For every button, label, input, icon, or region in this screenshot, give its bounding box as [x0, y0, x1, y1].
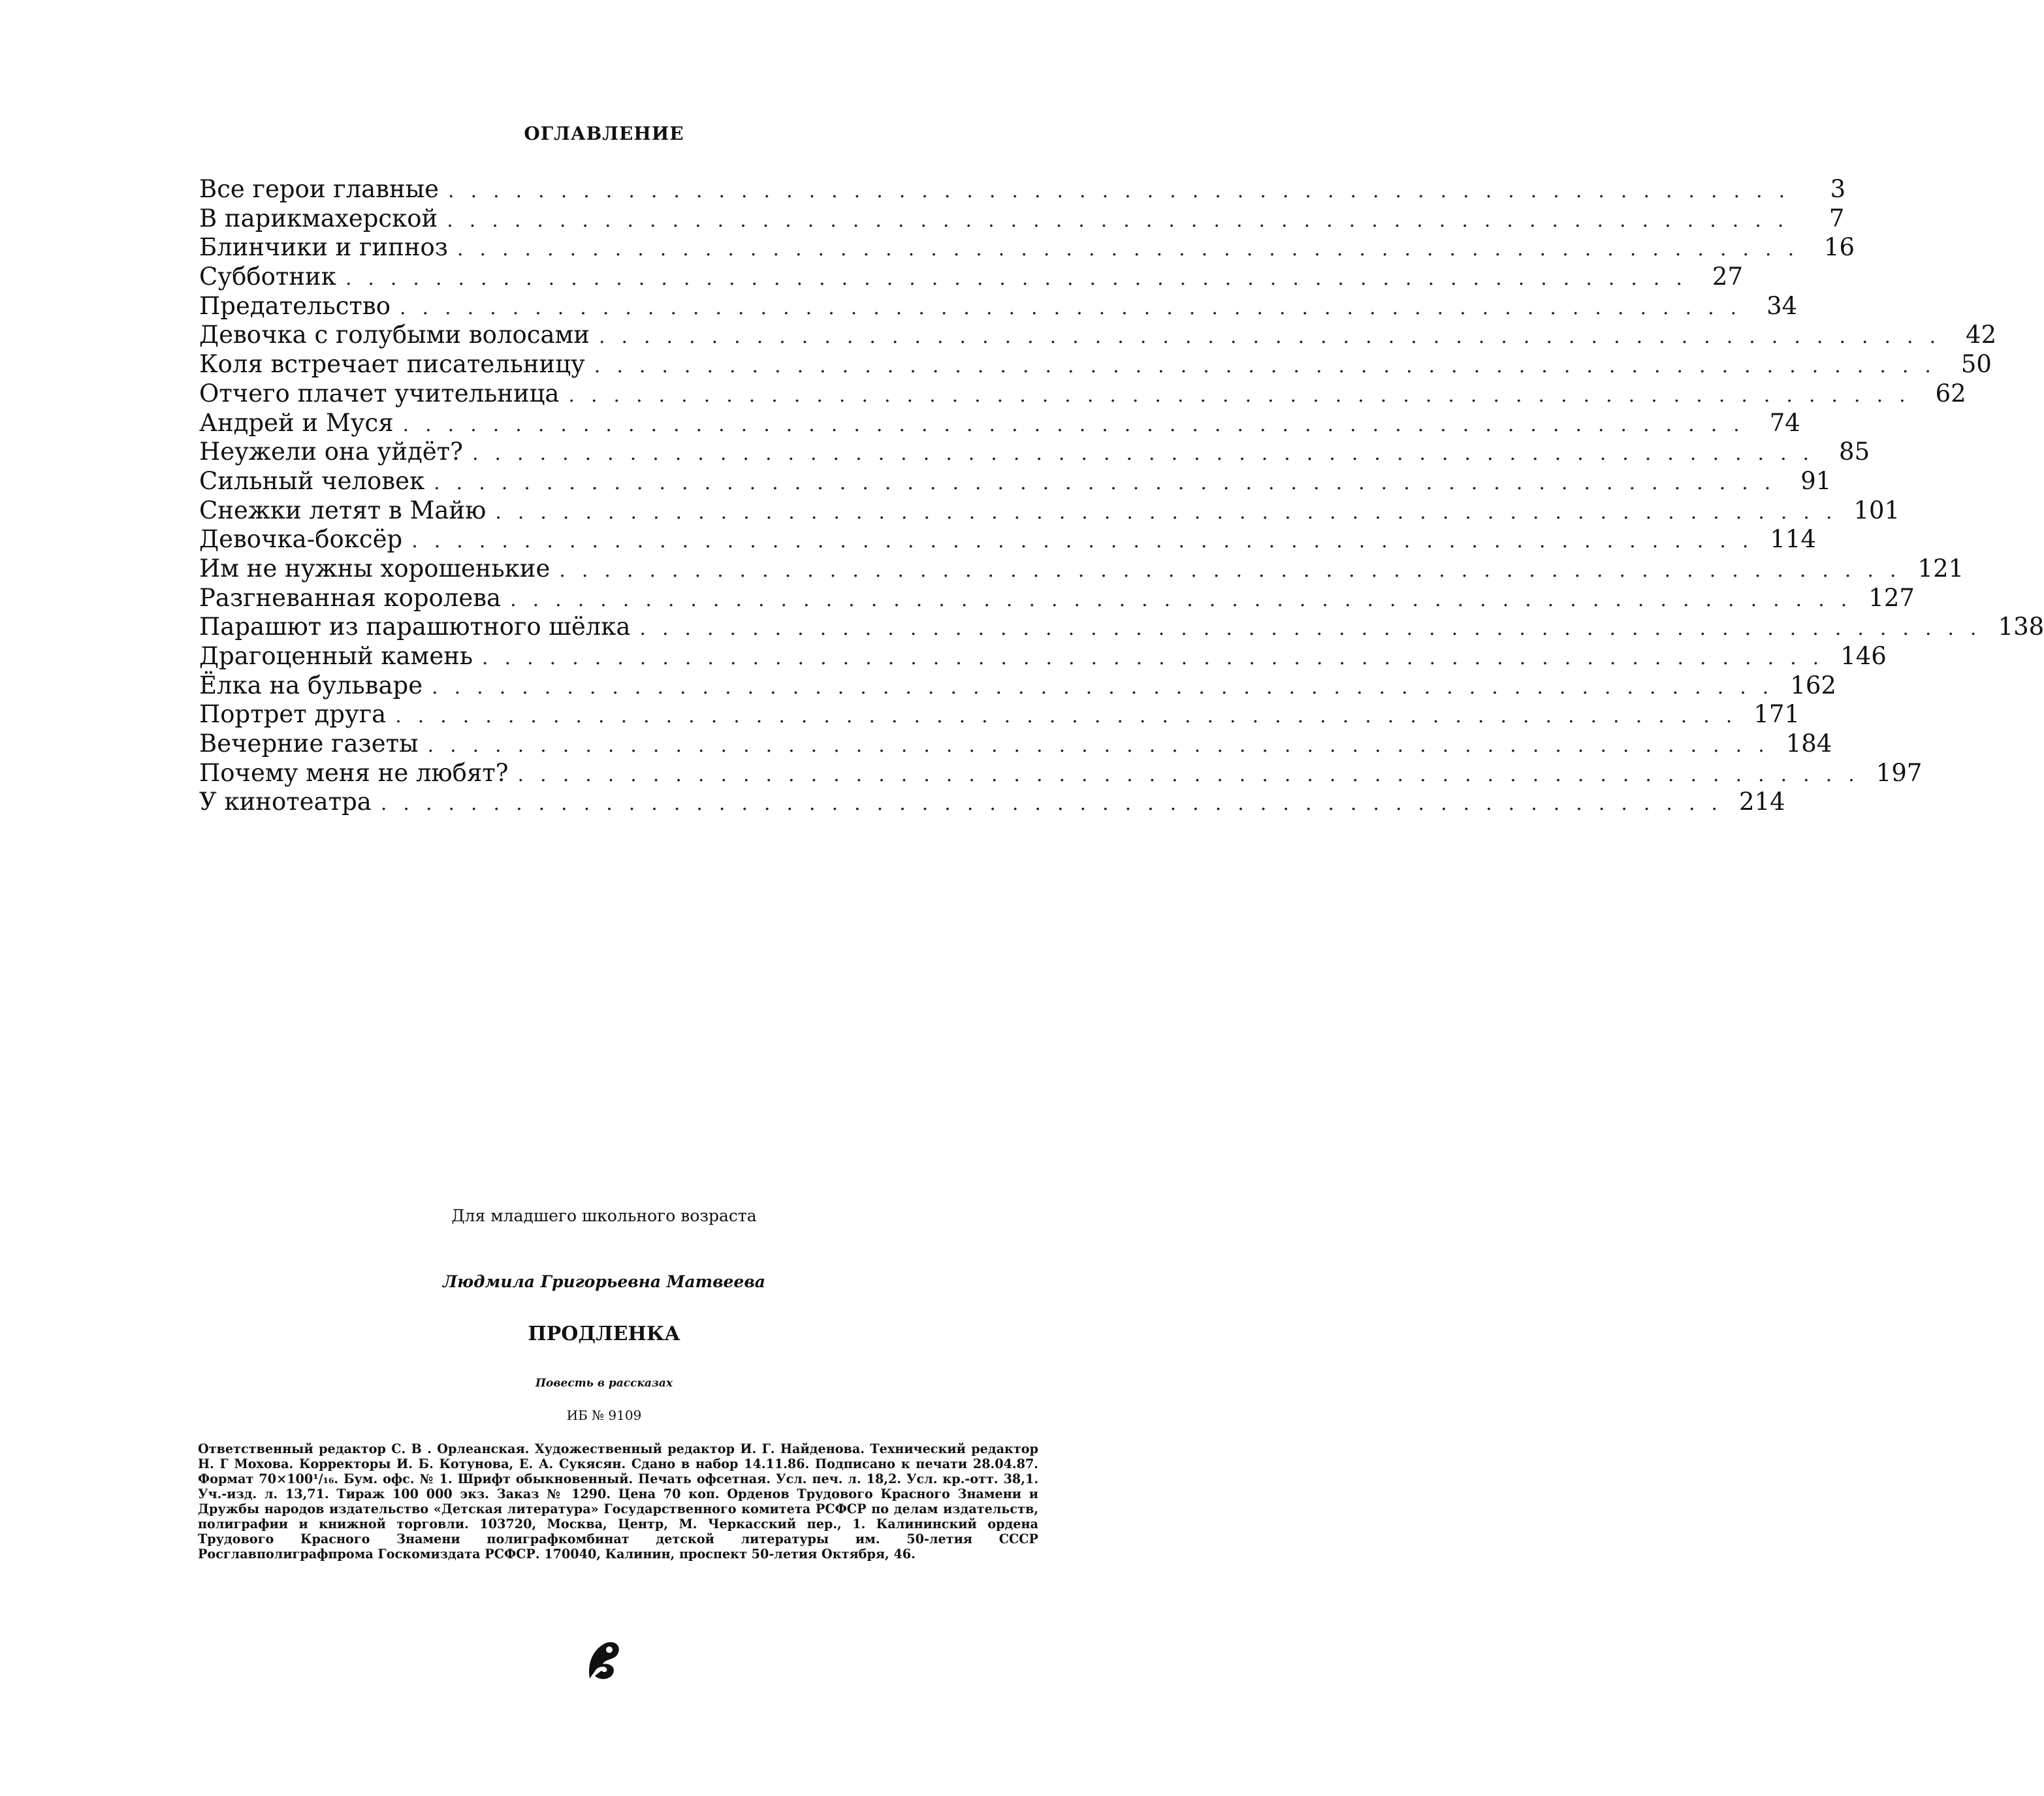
toc-entry-page: 121 — [1917, 554, 1964, 583]
toc-entry-page: 42 — [1966, 321, 1997, 349]
dot-leader: ............................................................ — [559, 558, 1913, 582]
toc-entry-page: 91 — [1800, 466, 1832, 495]
toc-entry-page: 127 — [1868, 583, 1915, 612]
dot-leader: ............................................................ — [598, 325, 1953, 349]
toc-entry — [199, 350, 1992, 379]
dot-leader: ............................................................ — [448, 180, 1802, 202]
dot-leader: ............................................................ — [427, 734, 1781, 758]
toc-entry-page: 114 — [1770, 525, 1817, 554]
toc-entry-page: 162 — [1790, 671, 1836, 699]
toc-entry — [199, 204, 1845, 234]
toc-entry-title: Снежки летят в Майю — [199, 496, 487, 524]
dot-leader: ............................................................ — [517, 763, 1871, 786]
toc-entry-title: Коля встречает писательницу — [199, 350, 585, 379]
toc-entry-title: В парикмахерской — [199, 204, 438, 233]
dot-leader: ............................................................ — [400, 296, 1753, 319]
toc-entry — [199, 700, 1800, 730]
toc-entry-title: Им не нужны хорошенькие — [199, 554, 551, 583]
toc-entry-title: Парашют из парашютного шёлка — [199, 613, 631, 641]
dot-leader: ............................................................ — [471, 442, 1826, 466]
toc-entry — [199, 525, 1817, 554]
ib-number: ИБ № 9109 — [566, 1407, 642, 1423]
toc-entry — [199, 379, 1966, 409]
toc-entry — [199, 583, 1915, 613]
book-title: ПРОДЛЕНКА — [528, 1323, 680, 1345]
author-name: Людмила Григорьевна Матвеева — [443, 1272, 765, 1291]
dot-leader: ............................................................ — [495, 500, 1849, 524]
toc-entry — [199, 496, 1900, 526]
toc-entry-page: 184 — [1785, 730, 1832, 758]
toc-entry — [199, 642, 1887, 671]
toc-entry-title: Портрет друга — [199, 700, 387, 729]
toc-entry-title: Субботник — [199, 263, 336, 291]
dot-leader: ............................................................ — [395, 705, 1749, 728]
toc-entry-title: Почему меня не любят? — [199, 758, 509, 787]
toc-entry-title: Ёлка на бульваре — [199, 671, 423, 699]
dot-leader: ............................................................ — [434, 471, 1787, 494]
toc-entry-page: 62 — [1935, 379, 1966, 408]
toc-entry-page: 101 — [1853, 496, 1900, 524]
toc-entry-page: 7 — [1828, 204, 1845, 233]
toc-entry — [199, 554, 1964, 584]
toc-entry-title: Девочка с голубыми волосами — [199, 321, 590, 349]
toc-entry-title: Все герои главные — [199, 175, 439, 203]
toc-entry — [199, 438, 1870, 467]
toc-entry-page: 146 — [1840, 642, 1887, 670]
toc-entry-page: 16 — [1824, 233, 1855, 262]
colophon-text: Ответственный редактор С. В . Орлеанская. Художественный редактор И. Г. Найденова. Технический редактор Н. Г Мохова. Корректоры И. Б. Котунова, Е. А. Сукясян. Сдано в набор 14.11.86. Подписано к печати 28.04.87. Формат 70×100¹/₁₆. Бум. офс. № 1. Шрифт обыкновенный. Печать офсетная. Усл. печ. л. 18,2. Усл. кр.-отт. 38,1. Уч.-изд. л. 13,71. Тираж 100 000 экз. Заказ № 1290. Цена 70 коп. Орденов Трудового Красного Знамени и Дружбы народов издательство «Детская литература» Государственного комитета РСФСР по делам издательств, полиграфии и книжной торговли. 103720, Москва, Центр, М. Черкасский пер., 1. Калининский ордена Трудового Красного Знамени полиграфкомбинат детской литературы им. 50-летия СССР Росглавполиграфпрома Госкомиздата РСФСР. 170040, Калинин, проспект 50-летия Октября, 46. — [198, 1441, 1038, 1562]
toc-entry — [199, 321, 1997, 350]
toc-heading: ОГЛАВЛЕНИЕ — [524, 123, 684, 144]
dot-leader: ............................................................ — [568, 383, 1922, 407]
toc-entry-page: 171 — [1753, 700, 1800, 729]
toc-entry — [199, 758, 1923, 788]
audience-note: Для младшего школьного возраста — [451, 1206, 757, 1225]
toc-entry-page: 138 — [1998, 613, 2044, 641]
toc-entry-page: 34 — [1766, 291, 1798, 320]
dot-leader: ............................................................ — [594, 355, 1947, 378]
toc-entry-title: Вечерние газеты — [199, 730, 419, 758]
toc-entry-title: Андрей и Муся — [199, 408, 394, 437]
publisher-emblem-icon — [583, 1638, 625, 1684]
toc-entry-page: 74 — [1769, 408, 1800, 437]
toc-entry — [199, 730, 1832, 759]
dot-leader: ............................................................ — [345, 267, 1699, 291]
table-of-contents — [199, 175, 2044, 817]
toc-entry-title: Неужели она уйдёт? — [199, 438, 463, 466]
dot-leader: ............................................................ — [447, 208, 1800, 232]
toc-entry — [199, 788, 1785, 817]
toc-entry-title: Девочка-боксёр — [199, 525, 403, 554]
dot-leader: ............................................................ — [432, 675, 1785, 699]
toc-entry-title: Разгневанная королева — [199, 583, 502, 612]
genre-subtitle: Повесть в рассказах — [535, 1377, 673, 1390]
dot-leader: ............................................................ — [411, 530, 1765, 553]
dot-leader: ............................................................ — [639, 617, 1993, 641]
dot-leader: ............................................................ — [456, 238, 1811, 261]
toc-entry — [199, 613, 2044, 642]
toc-entry-page: 27 — [1712, 263, 1743, 291]
toc-entry-page: 85 — [1839, 438, 1870, 466]
toc-entry — [199, 671, 1836, 701]
toc-entry-page: 3 — [1830, 175, 1846, 203]
toc-entry-page: 214 — [1739, 788, 1785, 816]
toc-entry-page: 197 — [1876, 758, 1923, 787]
dot-leader: ............................................................ — [510, 588, 1864, 611]
toc-entry — [199, 263, 1743, 292]
dot-leader: ............................................................ — [482, 647, 1836, 669]
toc-entry — [199, 408, 1800, 438]
toc-entry-page: 50 — [1960, 350, 1992, 379]
toc-entry — [199, 466, 1832, 496]
toc-entry-title: У кинотеатра — [199, 788, 372, 816]
toc-entry-title: Сильный человек — [199, 466, 425, 495]
toc-entry-title: Отчего плачет учительница — [199, 379, 560, 408]
toc-entry-title: Драгоценный камень — [199, 642, 473, 670]
dot-leader: ............................................................ — [380, 792, 1734, 816]
toc-entry-title: Блинчики и гипноз — [199, 233, 448, 262]
toc-entry — [199, 233, 1855, 263]
toc-entry — [199, 175, 1846, 204]
dot-leader: ............................................................ — [402, 413, 1756, 436]
toc-entry — [199, 291, 1798, 321]
toc-entry-title: Предательство — [199, 291, 391, 320]
